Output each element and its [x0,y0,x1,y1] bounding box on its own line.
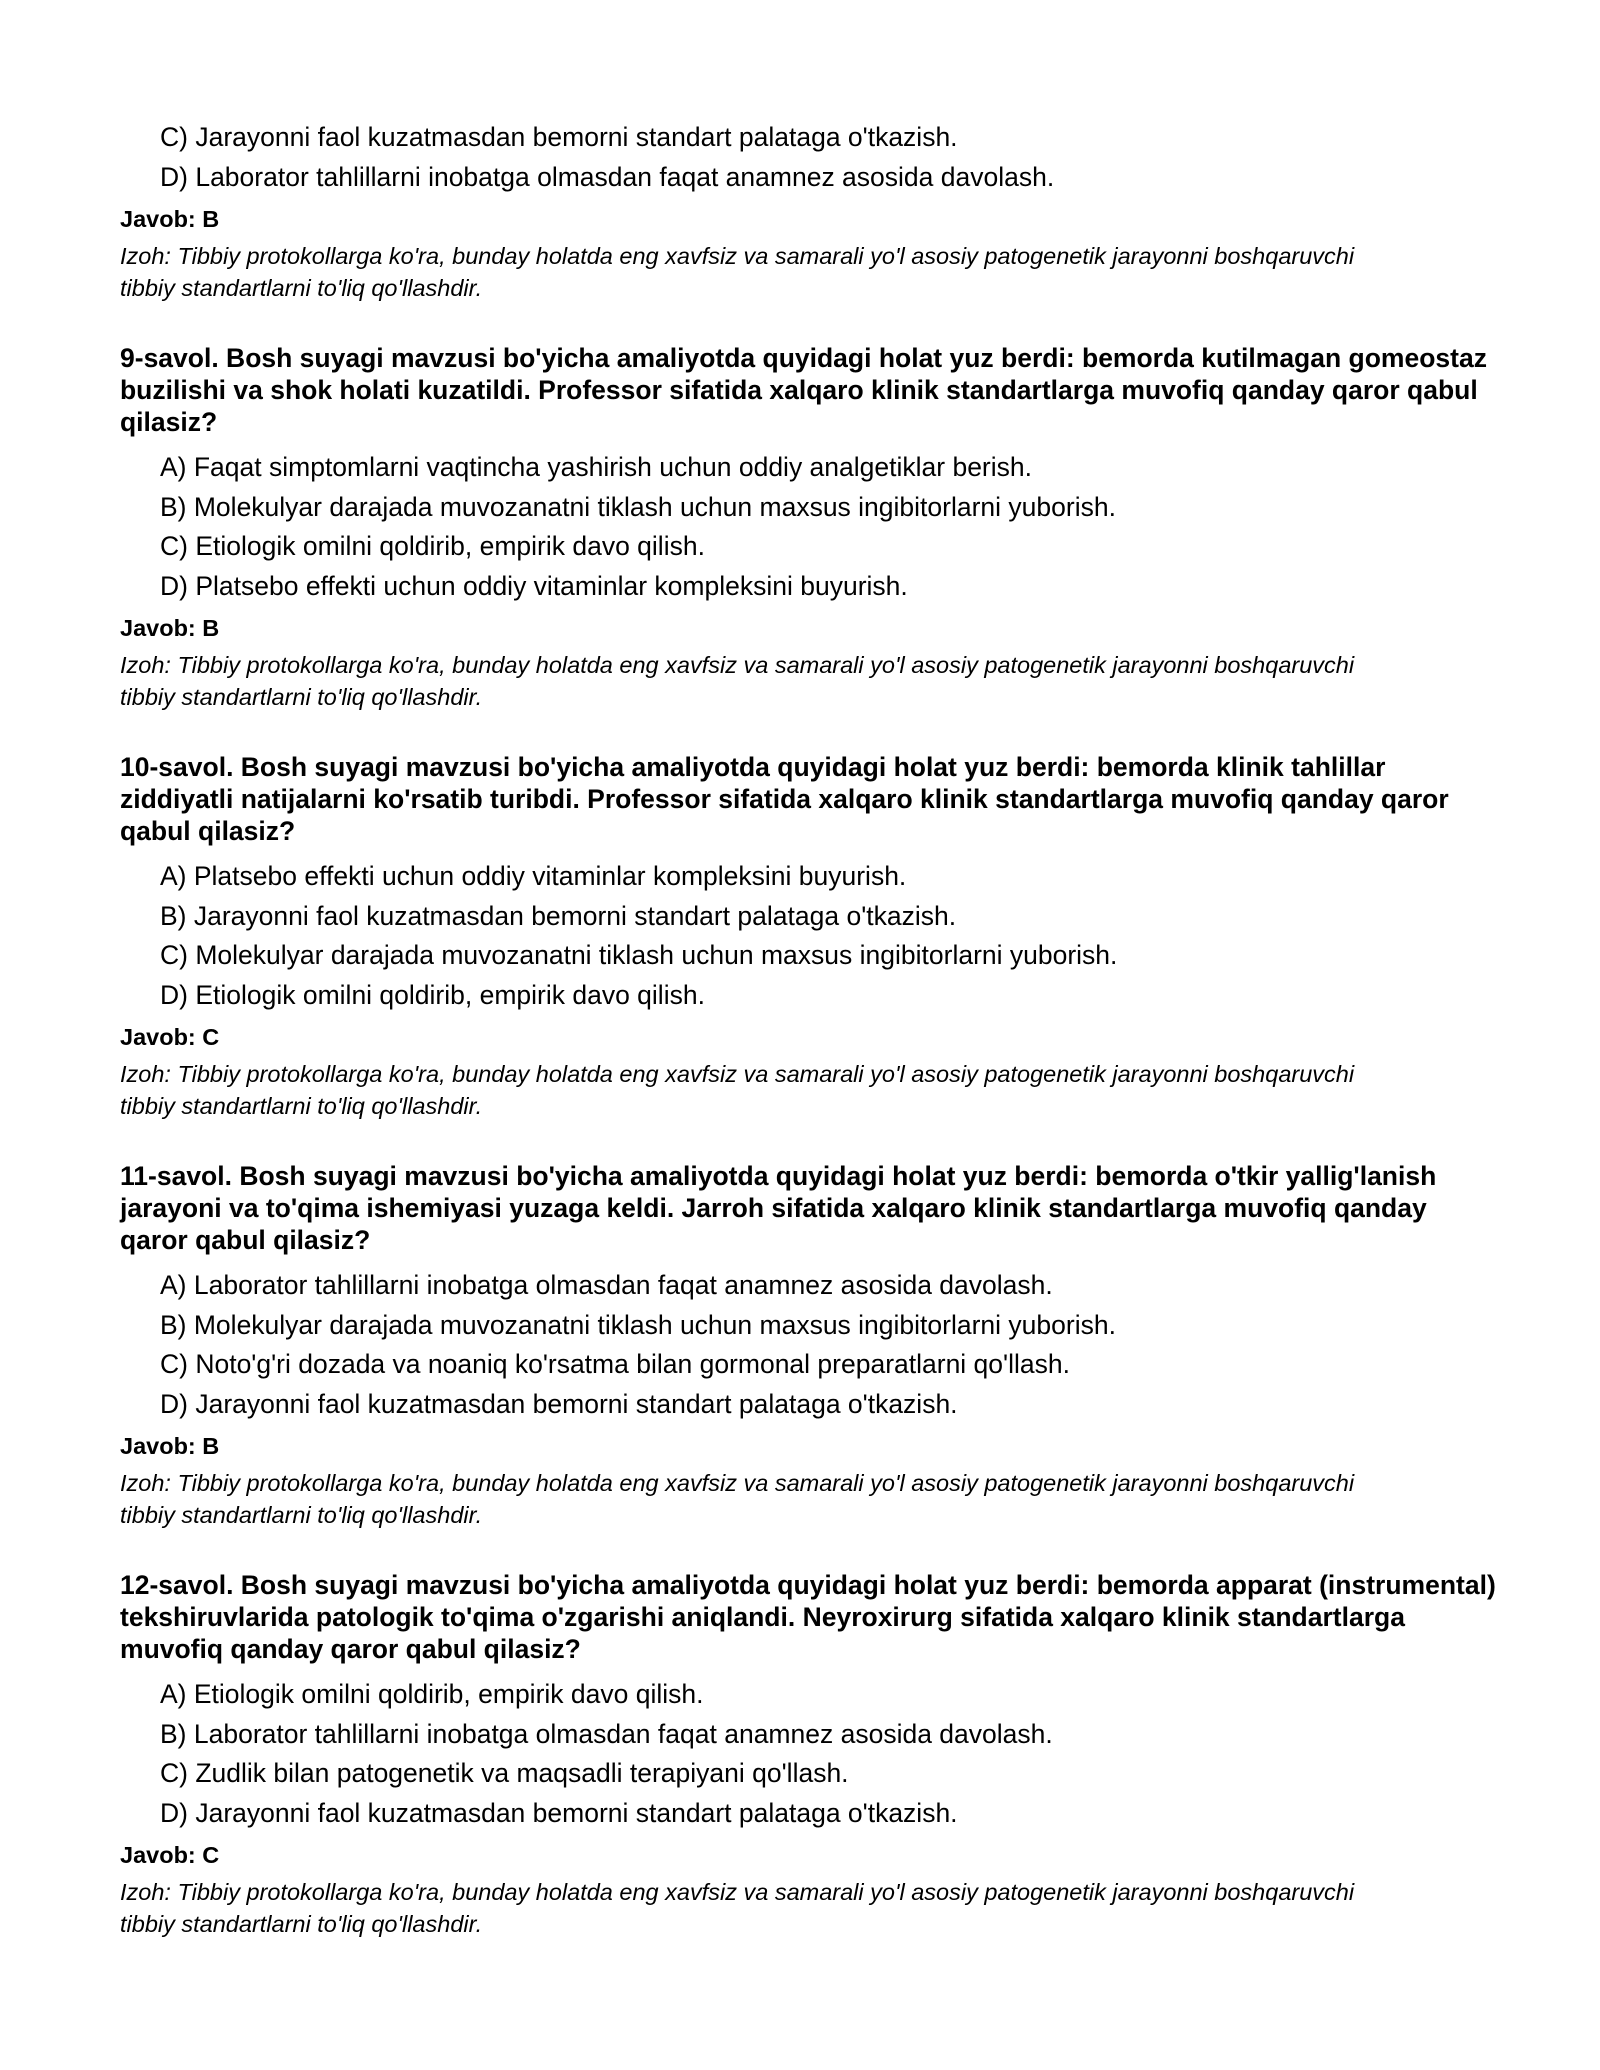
question-text: 11-savol. Bosh suyagi mavzusi bo'yicha amaliyotda quyidagi holat yuz berdi: bemorda o'tkir yallig'lanish jarayoni va to'qima ishemiyasi yuzaga keldi. Jarroh sifatida xalqaro klinik standartlarga muvofiq qanday qaror qabul qilasiz? [120,1161,1437,1255]
question-block-11 [120,1160,1500,1531]
option-d: D) Jarayonni faol kuzatmasdan bemorni standart palataga o'tkazish. [160,1797,958,1828]
question-text: 9-savol. Bosh suyagi mavzusi bo'yicha amaliyotda quyidagi holat yuz berdi: bemorda kutilmagan gomeostaz buzilishi va shok holati kuzatildi. Professor sifatida xalqaro klinik standartlarga muvofiq qanday qaror qabul qilasiz? [120,343,1487,437]
explanation-note: Izoh: Tibbiy protokollarga ko'ra, bunday holatda eng xavfsiz va samarali yo'l asosiy patogenetik jarayonni boshqaruvchi tibbiy standartlarni to'liq qo'llashdir. [120,243,1355,301]
option-b: B) Molekulyar darajada muvozanatni tiklash uchun maxsus ingibitorlarni yuborish. [160,1309,1116,1340]
answer-label: Javob: B [120,206,220,232]
question-block-10 [120,751,1500,1122]
answer-label: Javob: B [120,1433,220,1459]
option-b: B) Laborator tahlillarni inobatga olmasdan faqat anamnez asosida davolash. [160,1718,1053,1749]
document-page [120,118,1500,1978]
options-list [120,1675,1500,1833]
options-list [120,1266,1500,1424]
answer-label: Javob: C [120,1842,220,1868]
option-a: A) Platsebo effekti uchun oddiy vitaminlar kompleksini buyurish. [160,861,907,891]
explanation-note: Izoh: Tibbiy protokollarga ko'ra, bunday holatda eng xavfsiz va samarali yo'l asosiy patogenetik jarayonni boshqaruvchi tibbiy standartlarni to'liq qo'llashdir. [120,1470,1355,1528]
option-b: B) Molekulyar darajada muvozanatni tiklash uchun maxsus ingibitorlarni yuborish. [160,491,1116,522]
option-c: C) Molekulyar darajada muvozanatni tiklash uchun maxsus ingibitorlarni yuborish. [160,940,1118,970]
answer-label: Javob: C [120,1024,220,1050]
option-d: D) Etiologik omilni qoldirib, empirik davo qilish. [160,979,705,1010]
question-text: 12-savol. Bosh suyagi mavzusi bo'yicha amaliyotda quyidagi holat yuz berdi: bemorda apparat (instrumental) tekshiruvlarida patologik to'qima o'zgarishi aniqlandi. Neyroxirurg sifatida xalqaro klinik standartlarga muvofiq qanday qaror qabul qilasiz? [120,1570,1496,1664]
question-block-9 [120,342,1500,713]
option-a: A) Faqat simptomlarni vaqtincha yashirish uchun oddiy analgetiklar berish. [160,452,1032,482]
option-c: C) Jarayonni faol kuzatmasdan bemorni standart palataga o'tkazish. [160,122,958,152]
option-c: C) Etiologik omilni qoldirib, empirik davo qilish. [160,531,705,561]
option-b: B) Jarayonni faol kuzatmasdan bemorni standart palataga o'tkazish. [160,900,957,931]
answer-label: Javob: B [120,615,220,641]
option-a: A) Etiologik omilni qoldirib, empirik davo qilish. [160,1679,704,1709]
option-c: C) Noto'g'ri dozada va noaniq ko'rsatma bilan gormonal preparatlarni qo'llash. [160,1349,1070,1379]
question-text: 10-savol. Bosh suyagi mavzusi bo'yicha amaliyotda quyidagi holat yuz berdi: bemorda klinik tahlillar ziddiyatli natijalarni ko'rsatib turibdi. Professor sifatida xalqaro klinik standartlarga muvofiq qanday qaror qabul qilasiz? [120,752,1449,846]
option-a: A) Laborator tahlillarni inobatga olmasdan faqat anamnez asosida davolash. [160,1270,1053,1300]
option-d: D) Laborator tahlillarni inobatga olmasdan faqat anamnez asosida davolash. [160,161,1055,192]
options-list [120,857,1500,1015]
options-list [120,118,1500,197]
explanation-note: Izoh: Tibbiy protokollarga ko'ra, bunday holatda eng xavfsiz va samarali yo'l asosiy patogenetik jarayonni boshqaruvchi tibbiy standartlarni to'liq qo'llashdir. [120,1879,1355,1937]
option-d: D) Jarayonni faol kuzatmasdan bemorni standart palataga o'tkazish. [160,1388,958,1419]
options-list [120,448,1500,606]
question-block-8-continued [120,118,1500,304]
explanation-note: Izoh: Tibbiy protokollarga ko'ra, bunday holatda eng xavfsiz va samarali yo'l asosiy patogenetik jarayonni boshqaruvchi tibbiy standartlarni to'liq qo'llashdir. [120,1061,1355,1119]
option-d: D) Platsebo effekti uchun oddiy vitaminlar kompleksini buyurish. [160,570,908,601]
explanation-note: Izoh: Tibbiy protokollarga ko'ra, bunday holatda eng xavfsiz va samarali yo'l asosiy patogenetik jarayonni boshqaruvchi tibbiy standartlarni to'liq qo'llashdir. [120,652,1355,710]
option-c: C) Zudlik bilan patogenetik va maqsadli terapiyani qo'llash. [160,1758,849,1788]
question-block-12 [120,1569,1500,1940]
